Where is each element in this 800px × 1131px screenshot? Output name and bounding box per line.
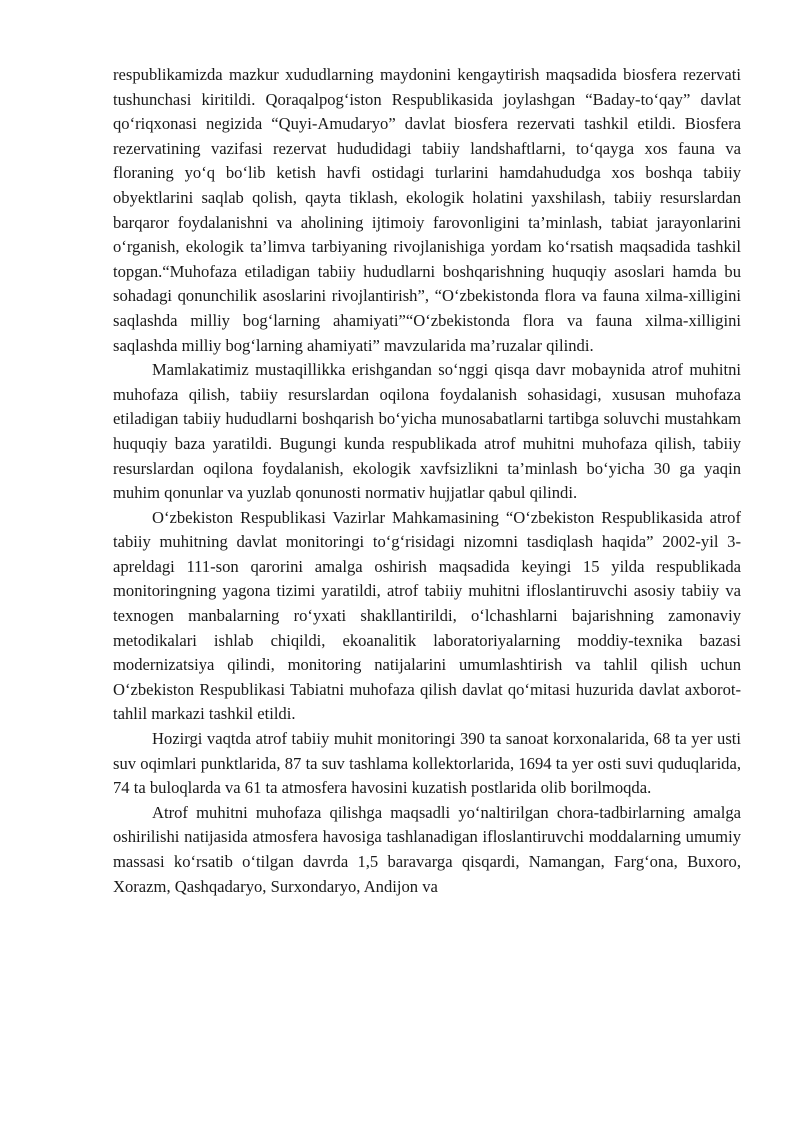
paragraph: Mamlakatimiz mustaqillikka erishgandan so‘nggi qisqa davr mobaynida atrof muhitni muhofaza qilish, tabiiy resurslardan oqilona foydalanish sohasidagi, xususan muhofaza etiladigan tabiiy hududlarni boshqarish bo‘yicha munosabatlarni tartibga soluvchi mustahkam huquqiy baza yaratildi. Bugungi kunda respublikada atrof muhitni muhofaza qilish, tabiiy resurslardan oqilona foydalanish, ekologik xavfsizlikni ta’minlash bo‘yicha 30 ga yaqin muhim qonunlar va yuzlab qonunosti normativ hujjatlar qabul qilindi.	[113, 360, 741, 503]
body-text	[113, 63, 741, 899]
paragraph-continuation: respublikamizda mazkur xududlarning maydonini kengaytirish maqsadida biosfera rezervati tushunchasi kiritildi. Qoraqalpog‘iston Respublikasida joylashgan “Baday-to‘qay” davlat qo‘riqxonasi negizida “Quyi-Amudaryo” davlat biosfera rezervati tashkil etildi. Biosfera rezervatining vazifasi rezervat hududidagi tabiiy landshaftlarni, to‘qayga xos fauna va floraning yo‘q bo‘lib ketish havfi ostidagi turlarini hamdahududga xos boshqa tabiiy obyektlarini saqlab qolish, qayta tiklash, ekologik holatini yaxshilash, tabiiy resurslardan barqaror foydalanishni va aholining ijtimoiy farovonligini ta’minlash, tabiat jarayonlarini o‘rganish, ekologik ta’limva tarbiyaning rivojlanishiga yordam ko‘rsatish maqsadida tashkil topgan.“Muhofaza etiladigan tabiiy hududlarni boshqarishning huquqiy asoslari hamda bu sohadagi qonunchilik asoslarini rivojlantirish”, “O‘zbekistonda flora va fauna xilma-xilligini saqlashda milliy bog‘larning ahamiyati”“O‘zbekistonda flora va fauna xilma-xilligini saqlashda milliy bog‘larning ahamiyati” mavzularida ma’ruzalar qilindi.	[113, 65, 741, 355]
paragraph: Hozirgi vaqtda atrof tabiiy muhit monitoringi 390 ta sanoat korxonalarida, 68 ta yer usti suv oqimlari punktlarida, 87 ta suv tashlama kollektorlarida, 1694 ta yer osti suvi quduqlarida, 74 ta buloqlarda va 61 ta atmosfera havosini kuzatish postlarida olib borilmoqda.	[113, 729, 741, 798]
paragraph: Atrof muhitni muhofaza qilishga maqsadli yo‘naltirilgan chora-tadbirlarning amalga oshirilishi natijasida atmosfera havosiga tashlanadigan ifloslantiruvchi moddalarning umumiy massasi ko‘rsatib o‘tilgan davrda 1,5 baravarga qisqardi, Namangan, Farg‘ona, Buxoro, Xorazm, Qashqadaryo, Surxondaryo, Andijon va	[113, 802, 741, 896]
paragraph: O‘zbekiston Respublikasi Vazirlar Mahkamasining “O‘zbekiston Respublikasida atrof tabiiy muhitning davlat monitoringi to‘g‘risidagi nizomni tasdiqlash haqida” 2002-yil 3-apreldagi 111-son qarorini amalga oshirish maqsadida keyingi 15 yilda respublikada monitoringning yagona tizimi yaratildi, atrof tabiiy muhitni ifloslantiruvchi asosiy tabiiy va texnogen manbalarning ro‘yxati shakllantirildi, o‘lchashlarni bajarishning zamonaviy metodikalari ishlab chiqildi, ekoanalitik laboratoriyalarning moddiy-texnika bazasi modernizatsiya qilindi, monitoring natijalarini umumlashtirish va tahlil qilish uchun O‘zbekiston Respublikasi Tabiatni muhofaza qilish davlat qo‘mitasi huzurida davlat axborot-tahlil markazi tashkil etildi.	[113, 507, 741, 724]
